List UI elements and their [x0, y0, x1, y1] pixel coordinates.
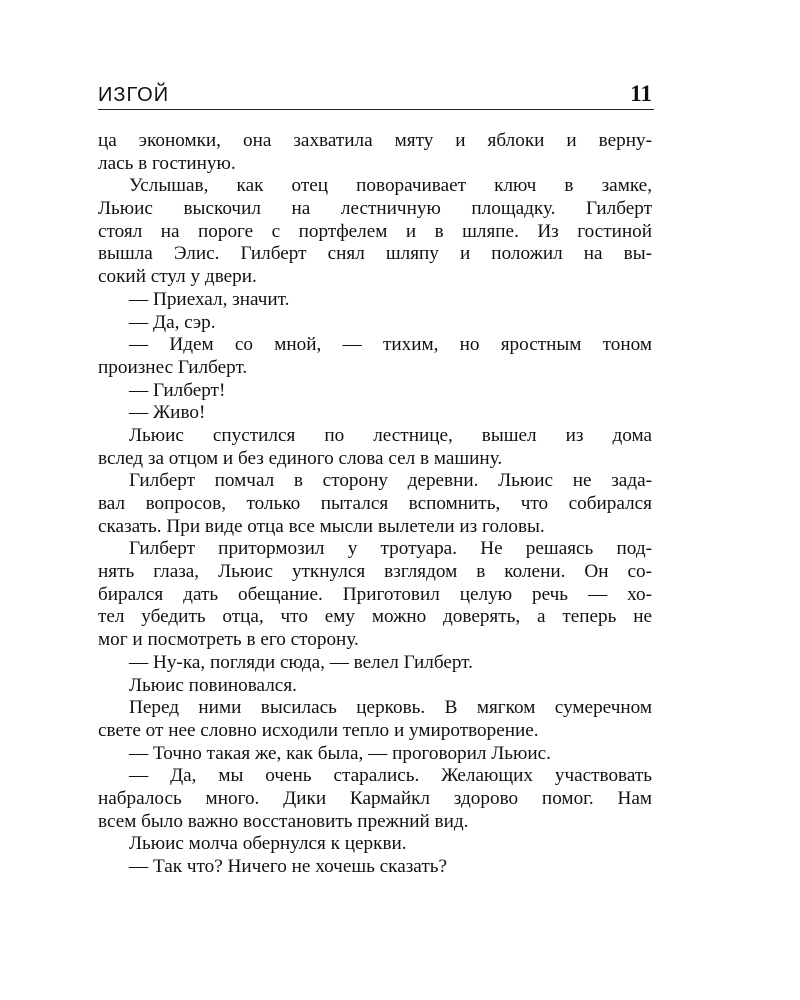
- text-line: Услышав, как отец поворачивает ключ в замке,: [129, 175, 652, 197]
- text-line: Льюис выскочил на лестничную площадку. Гилберт: [98, 198, 652, 220]
- text-line: сокий стул у двери.: [98, 266, 257, 288]
- text-line: стоял на пороге с портфелем и в шляпе. Из гостиной: [98, 220, 652, 242]
- text-line: сказать. При виде отца все мысли вылетели из головы.: [98, 515, 545, 537]
- text-line: — Да, сэр.: [129, 311, 216, 333]
- text-line: Льюис спустился по лестнице, вышел из дома: [129, 424, 652, 446]
- text-line: Льюис молча обернулся к церкви.: [129, 833, 407, 855]
- text-line: Перед ними высилась церковь. В мягком сумеречном: [129, 697, 652, 719]
- text-line: произнес Гилберт.: [98, 356, 248, 378]
- text-line: — Ну-ка, погляди сюда, — велел Гилберт.: [129, 651, 473, 673]
- text-line: — Так что? Ничего не хочешь сказать?: [129, 856, 447, 877]
- text-line: нять глаза, Льюис уткнулся взглядом в колени. Он со-: [98, 561, 652, 583]
- text-line: бирался дать обещание. Приготовил целую речь — хо-: [98, 583, 652, 605]
- text-line: вслед за отцом и без единого слова сел в машину.: [98, 447, 503, 469]
- text-line: — Точно такая же, как была, — проговорил Льюис.: [129, 742, 551, 764]
- text-line: лась в гостиную.: [98, 152, 236, 174]
- text-line: мог и посмотреть в его сторону.: [98, 629, 359, 651]
- text-line: — Живо!: [129, 402, 206, 424]
- text-line: Льюис повиновался.: [129, 674, 297, 696]
- page-number: 11: [630, 81, 652, 106]
- header-rule: [98, 109, 654, 110]
- text-line: тел убедить отца, что ему можно доверять, а теперь не: [98, 606, 652, 628]
- body-text: [98, 130, 652, 879]
- text-line: всем было важно восстановить прежний вид.: [98, 810, 469, 832]
- text-line: вышла Элис. Гилберт снял шляпу и положил на вы-: [98, 243, 652, 265]
- text-line: — Идем со мной, — тихим, но яростным тоном: [129, 334, 652, 356]
- text-line: — Гилберт!: [129, 379, 226, 401]
- book-title: ИЗГОЙ: [98, 84, 170, 106]
- text-line: свете от нее словно исходили тепло и умиротворение.: [98, 719, 539, 741]
- text-line: вал вопросов, только пытался вспомнить, что собирался: [98, 493, 652, 514]
- text-line: Гилберт притормозил у тротуара. Не решаясь под-: [129, 538, 652, 560]
- text-line: — Приехал, значит.: [129, 288, 290, 310]
- running-head: [98, 82, 654, 110]
- text-line: — Да, мы очень старались. Желающих участвовать: [129, 765, 652, 787]
- text-line: Гилберт помчал в сторону деревни. Льюис не зада-: [129, 470, 652, 492]
- text-line: ца экономки, она захватила мяту и яблоки и верну-: [98, 130, 652, 151]
- text-line: набралось много. Дики Кармайкл здорово помог. Нам: [98, 787, 652, 809]
